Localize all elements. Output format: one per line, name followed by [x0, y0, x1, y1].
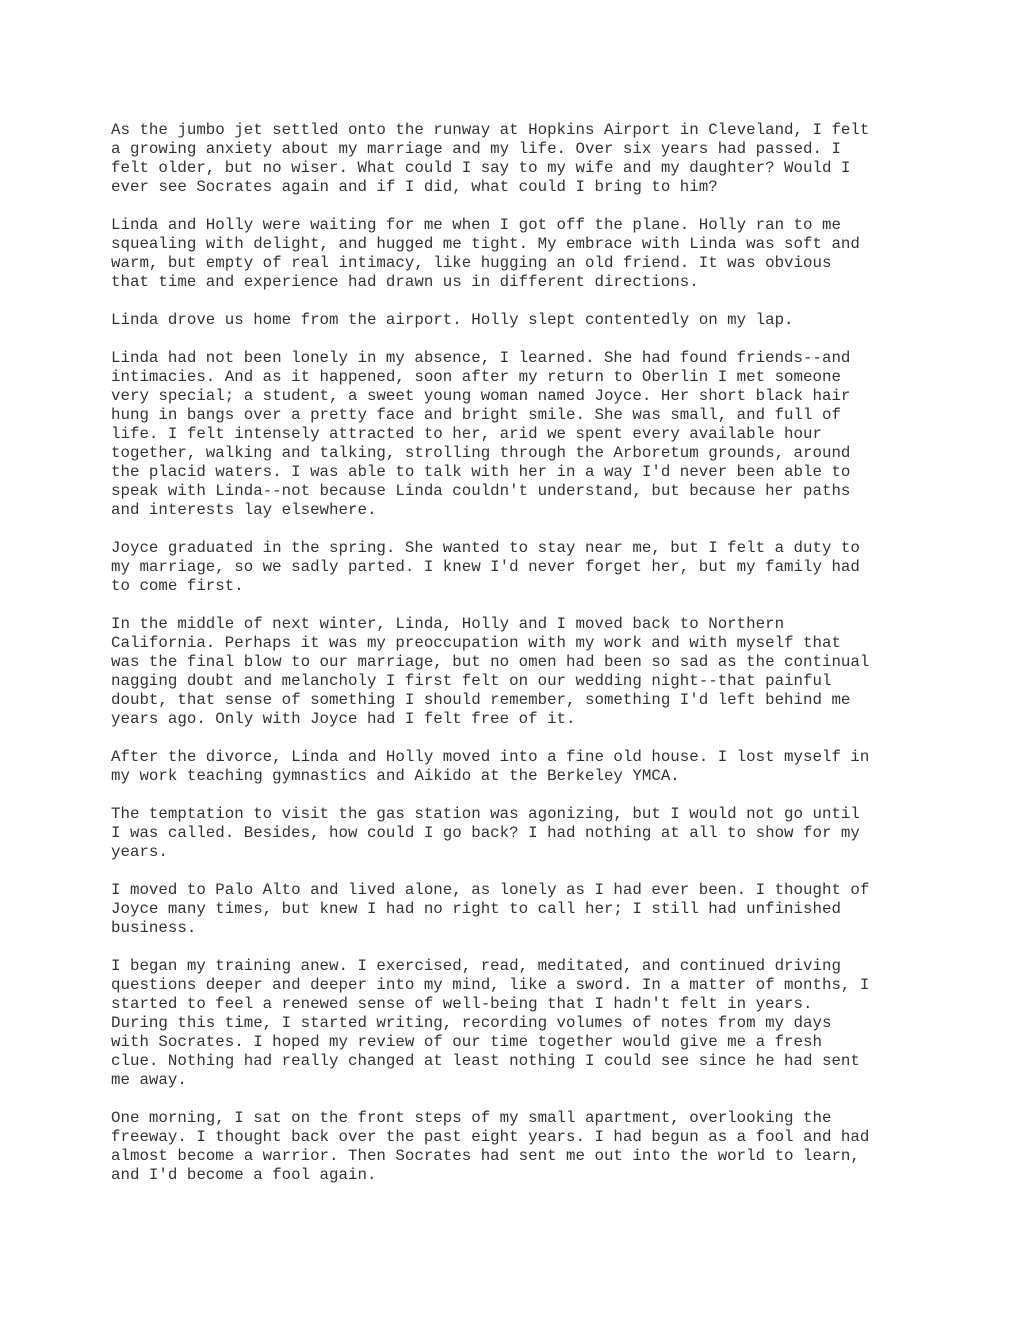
- paragraph-gas-station: [111, 805, 931, 862]
- paragraph-front-steps: [111, 1109, 931, 1185]
- text-line: Joyce graduated in the spring. She wanted to stay near me, but I felt a duty to: [111, 539, 860, 557]
- text-line: nagging doubt and melancholy I first felt on our wedding night--that painful: [111, 672, 832, 690]
- text-line: my marriage, so we sadly parted. I knew I'd never forget her, but my family had: [111, 558, 860, 576]
- text-line: Linda had not been lonely in my absence, I learned. She had found friends--and: [111, 349, 851, 367]
- text-line: was the final blow to our marriage, but no omen had been so sad as the continual: [111, 653, 870, 671]
- text-line: One morning, I sat on the front steps of my small apartment, overlooking the: [111, 1109, 832, 1127]
- text-line: and interests lay elsewhere.: [111, 501, 377, 519]
- text-line: I was called. Besides, how could I go back? I had nothing at all to show for my: [111, 824, 860, 842]
- text-line: squealing with delight, and hugged me tight. My embrace with Linda was soft and: [111, 235, 860, 253]
- text-line: ever see Socrates again and if I did, what could I bring to him?: [111, 178, 718, 196]
- paragraph-divorce: [111, 748, 931, 786]
- text-line: the placid waters. I was able to talk with her in a way I'd never been able to: [111, 463, 851, 481]
- text-line: almost become a warrior. Then Socrates had sent me out into the world to learn,: [111, 1147, 860, 1165]
- paragraph-training: [111, 957, 931, 1090]
- text-line: I began my training anew. I exercised, read, meditated, and continued driving: [111, 957, 841, 975]
- paragraph-reunion: [111, 216, 931, 292]
- text-line: freeway. I thought back over the past eight years. I had begun as a fool and had: [111, 1128, 870, 1146]
- text-line: me away.: [111, 1071, 187, 1089]
- text-line: questions deeper and deeper into my mind, like a sword. In a matter of months, I: [111, 976, 870, 994]
- document-body: [111, 121, 931, 1204]
- text-line: life. I felt intensely attracted to her, arid we spent every available hour: [111, 425, 822, 443]
- text-line: speak with Linda--not because Linda couldn't understand, but because her paths: [111, 482, 851, 500]
- text-line: doubt, that sense of something I should remember, something I'd left behind me: [111, 691, 851, 709]
- paragraph-arrival: [111, 121, 931, 197]
- paragraph-parting: [111, 539, 931, 596]
- text-line: intimacies. And as it happened, soon after my return to Oberlin I met someone: [111, 368, 841, 386]
- text-line: After the divorce, Linda and Holly moved into a fine old house. I lost myself in: [111, 748, 870, 766]
- paragraph-california: [111, 615, 931, 729]
- text-line: I moved to Palo Alto and lived alone, as lonely as I had ever been. I thought of: [111, 881, 870, 899]
- paragraph-drive-home: [111, 311, 931, 330]
- text-line: clue. Nothing had really changed at least nothing I could see since he had sent: [111, 1052, 860, 1070]
- text-line: warm, but empty of real intimacy, like hugging an old friend. It was obvious: [111, 254, 832, 272]
- text-line: business.: [111, 919, 197, 937]
- text-line: to come first.: [111, 577, 244, 595]
- text-line: started to feel a renewed sense of well-being that I hadn't felt in years.: [111, 995, 813, 1013]
- paragraph-palo-alto: [111, 881, 931, 938]
- text-line: and I'd become a fool again.: [111, 1166, 377, 1184]
- text-line: together, walking and talking, strolling through the Arboretum grounds, around: [111, 444, 851, 462]
- text-line: In the middle of next winter, Linda, Holly and I moved back to Northern: [111, 615, 785, 633]
- text-line: with Socrates. I hoped my review of our time together would give me a fresh: [111, 1033, 822, 1051]
- text-line: very special; a student, a sweet young woman named Joyce. Her short black hair: [111, 387, 851, 405]
- text-line: years.: [111, 843, 168, 861]
- text-line: that time and experience had drawn us in different directions.: [111, 273, 699, 291]
- text-line: Joyce many times, but knew I had no right to call her; I still had unfinished: [111, 900, 841, 918]
- text-line: California. Perhaps it was my preoccupation with my work and with myself that: [111, 634, 841, 652]
- text-line: a growing anxiety about my marriage and my life. Over six years had passed. I: [111, 140, 841, 158]
- paragraph-joyce: [111, 349, 931, 520]
- text-line: hung in bangs over a pretty face and bright smile. She was small, and full of: [111, 406, 841, 424]
- text-line: The temptation to visit the gas station was agonizing, but I would not go until: [111, 805, 860, 823]
- text-line: felt older, but no wiser. What could I say to my wife and my daughter? Would I: [111, 159, 851, 177]
- text-line: During this time, I started writing, recording volumes of notes from my days: [111, 1014, 832, 1032]
- text-line: As the jumbo jet settled onto the runway at Hopkins Airport in Cleveland, I felt: [111, 121, 870, 139]
- text-line: Linda and Holly were waiting for me when I got off the plane. Holly ran to me: [111, 216, 841, 234]
- text-line: Linda drove us home from the airport. Holly slept contentedly on my lap.: [111, 311, 794, 329]
- text-line: my work teaching gymnastics and Aikido at the Berkeley YMCA.: [111, 767, 680, 785]
- text-line: years ago. Only with Joyce had I felt free of it.: [111, 710, 576, 728]
